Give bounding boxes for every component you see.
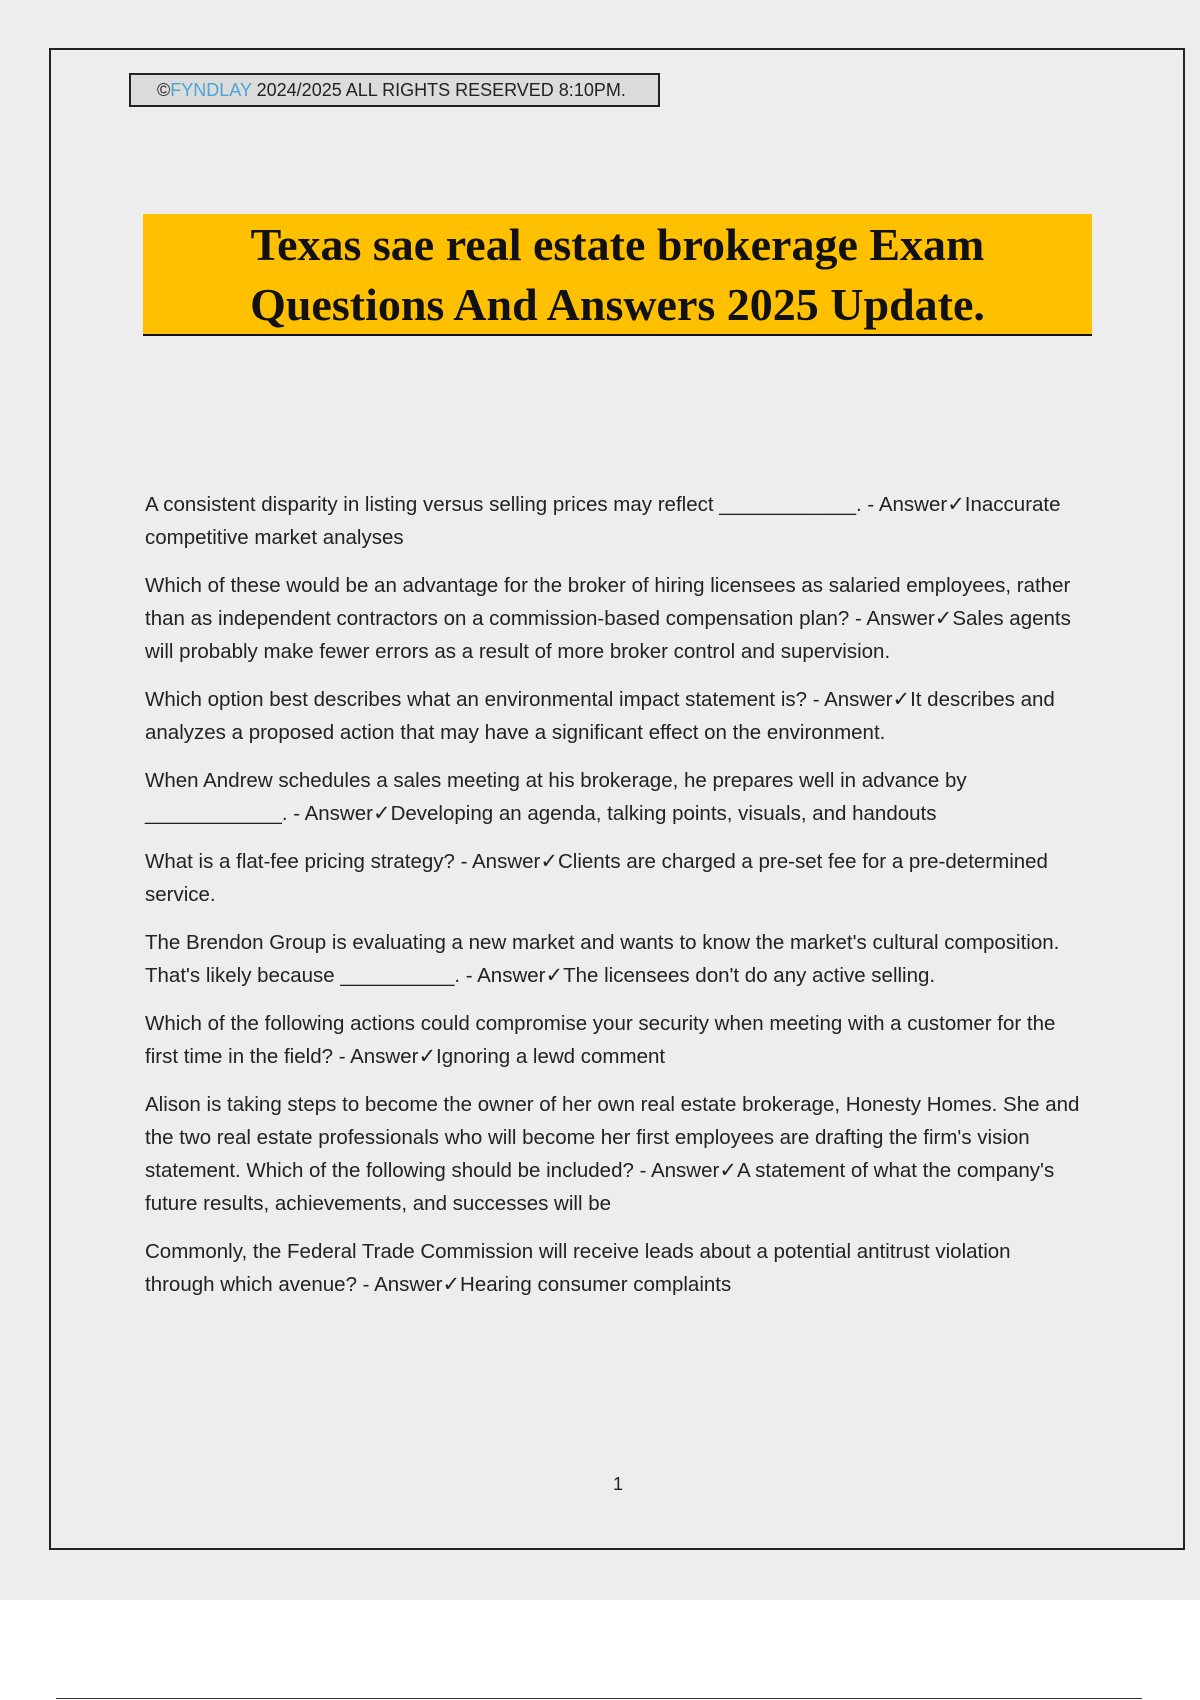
answer-text: A statement of what the company's future results, achievements, and successes will be bbox=[145, 1159, 1055, 1215]
question-text: Which of the following actions could compromise your security when meeting with a customer for the first time in the field? - Answer bbox=[145, 1012, 1056, 1068]
question-text: Alison is taking steps to become the owner of her own real estate brokerage, Honesty Homes. She and the two real estate professionals who will become her first employees are drafting the firm's vision statement. Which of the following should be included? - Answer bbox=[145, 1093, 1080, 1182]
question-text: What is a flat-fee pricing strategy? - Answer bbox=[145, 850, 541, 873]
question-text: Which option best describes what an environmental impact statement is? - Answer bbox=[145, 688, 893, 711]
copyright-symbol: © bbox=[157, 80, 171, 100]
qa-item bbox=[145, 845, 1085, 911]
answer-text: Hearing consumer complaints bbox=[460, 1273, 732, 1296]
answer-text: Ignoring a lewd comment bbox=[436, 1045, 666, 1068]
checkmark-icon: ✓ bbox=[418, 1044, 437, 1068]
qa-item bbox=[145, 1088, 1085, 1220]
qa-item bbox=[145, 926, 1085, 992]
qa-item bbox=[145, 569, 1085, 668]
checkmark-icon: ✓ bbox=[719, 1158, 737, 1182]
brand-name: FYNDLAY bbox=[170, 80, 252, 100]
answer-text: Inaccurate competitive market analyses bbox=[145, 493, 1061, 549]
question-text: When Andrew schedules a sales meeting at his brokerage, he prepares well in advance by ____________. - Answer bbox=[145, 769, 967, 825]
checkmark-icon: ✓ bbox=[372, 801, 391, 825]
question-text: Commonly, the Federal Trade Commission will receive leads about a potential antitrust violation through which avenue? - Answer bbox=[145, 1240, 1011, 1296]
answer-text: Developing an agenda, talking points, visuals, and handouts bbox=[390, 802, 937, 825]
answer-text: Clients are charged a pre-set fee for a pre-determined service. bbox=[145, 850, 1048, 906]
qa-item bbox=[145, 488, 1085, 554]
page-number: 1 bbox=[612, 1474, 623, 1494]
question-text: A consistent disparity in listing versus selling prices may reflect ____________. - Answer bbox=[145, 493, 948, 516]
checkmark-icon: ✓ bbox=[545, 963, 564, 987]
checkmark-icon: ✓ bbox=[947, 492, 965, 516]
page-gap bbox=[0, 1600, 1200, 1700]
answer-text: The licensees don't do any active selling. bbox=[563, 964, 936, 987]
checkmark-icon: ✓ bbox=[892, 687, 911, 711]
checkmark-icon: ✓ bbox=[540, 849, 558, 873]
qa-item bbox=[145, 683, 1085, 749]
document-title bbox=[143, 214, 1092, 336]
checkmark-icon: ✓ bbox=[442, 1272, 461, 1296]
qa-list bbox=[145, 488, 1085, 1316]
title-line-1: Texas sae real estate brokerage Exam bbox=[250, 219, 985, 270]
question-text: Which of these would be an advantage for the broker of hiring licensees as salaried employees, rather than as independent contractors on a commission-based compensation plan? - Answer bbox=[145, 574, 1071, 630]
qa-item bbox=[145, 1235, 1085, 1301]
question-text: The Brendon Group is evaluating a new market and wants to know the market's cultural composition. That's likely because __________. - Answer bbox=[145, 931, 1060, 987]
next-page-top-rule bbox=[56, 1698, 1142, 1699]
rights-text: 2024/2025 ALL RIGHTS RESERVED 8:10PM. bbox=[251, 80, 626, 100]
answer-text: Sales agents will probably make fewer errors as a result of more broker control and supervision. bbox=[145, 607, 1071, 663]
qa-item bbox=[145, 1007, 1085, 1073]
answer-text: It describes and analyzes a proposed action that may have a significant effect on the environment. bbox=[145, 688, 1055, 744]
title-line-2: Questions And Answers 2025 Update. bbox=[250, 279, 985, 330]
checkmark-icon: ✓ bbox=[934, 606, 953, 630]
copyright-box bbox=[129, 73, 660, 107]
qa-item bbox=[145, 764, 1085, 830]
